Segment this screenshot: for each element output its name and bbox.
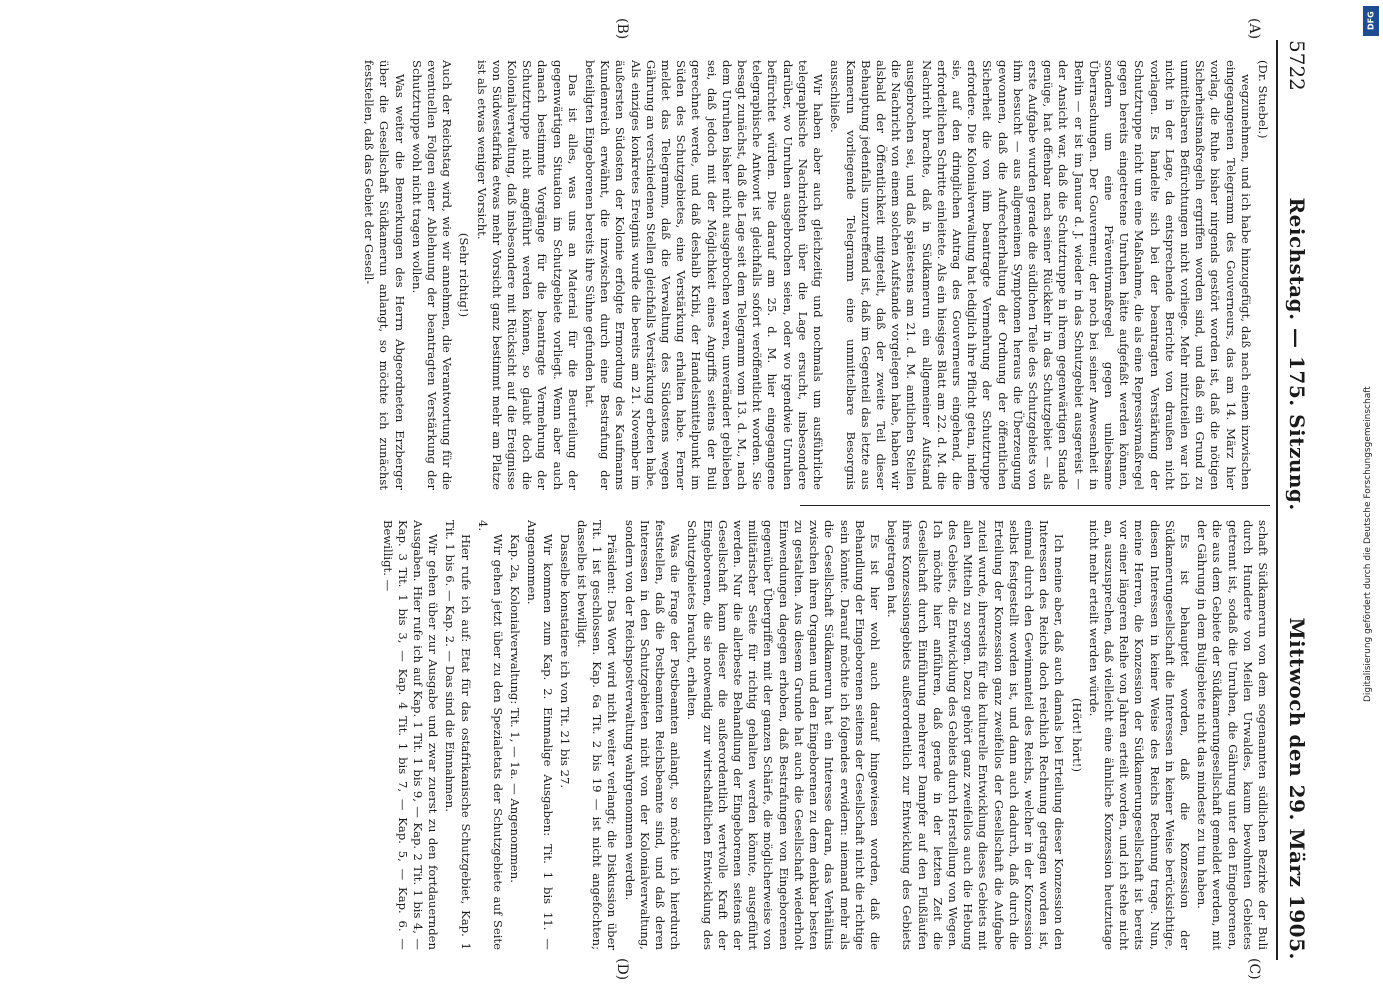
right-column-paragraph: Kap. 2a, Kolonialverwaltung: Tit. 1, — 1a. — Angenommen. [508, 534, 523, 883]
right-column-paragraph: Hier rufe ich auf: Etat für das ostafrikanische Schutzgebiet, Kap. 1 Tit. 1 bis 6. — Kap. 2. — Das sind die Einnahmen. [443, 520, 473, 950]
right-column-paragraph: Dasselbe konstatiere ich von Tit. 21 bis 27. [557, 534, 572, 789]
left-column-paragraph: wegzunehmen, und ich habe hinzugefügt, daß nach einem inzwischen eingegangenen Telegramm des Gouverneurs, das am 14. März hier vorlag, die Ruhe bisher nirgends gestört worden ist, daß die nötigen Sicherheitsmaßregeln ergriffen worden sind, und daß ein Grund zu unmittelbaren Befürchtungen nicht vorliege. Mehr mitzuteilen war ich nicht in der Lage, da entsprechende Berichte von draußen nicht vorlagen. Es handelte sich bei der beantragten Verstärkung der Schutztruppe nicht um eine Maßnahme, die als eine Repressivmaßregel gegen bereits eingetretene Unruhen hätte aufgefaßt werden können, sondern um eine Präventivmaßregel gegen unliebsame Überraschungen. Der Gouverneur, der noch bei seiner Anwesenheit in Berlin — er ist im Januar d. J. wieder in das Schutzgebiet ausgereist — der Ansicht war, daß die Schutztruppe in ihrem gegenwärtigen Stande genüge, hat offenbar nach seiner Rückkehr in das Schutzgebiet — als erste Aufgabe wurden gerade die südlichen Teile des Schutzgebiets von ihm besucht — aus allgemeinen Symptomen heraus die Überzeugung gewonnen, daß die Aufrechterhaltung der Ordnung der öffentlichen Sicherheit die von ihm beantragte Vermehrung der Schutztruppe erfordere. Die Kolonialverwaltung hat lediglich ihre Pflicht getan, indem sie, auf den dringlichen Antrag des Gouverneurs eingehend, die erforderlichen Schritte einleitete. Als ein hiesiges Blatt am 22. d. M. die Nachricht brachte, daß in Südkamerun ein allgemeiner Aufstand ausgebrochen sei, und daß spätestens am 21. d. M. amtlichen Stellen die Nachricht von einem solchen Aufstande vorgelegen habe, haben wir alsbald der Öffentlichkeit mitgeteilt, daß der zweite Teil dieser Behauptung jedenfalls unzutreffend ist, daß im Gegenteil das letzte aus Kamerun vorliegende Telegramm eine unmittelbare Besorgnis ausschließe. [828, 60, 1253, 490]
margin-marker-d: (D) [614, 958, 630, 981]
left-column-paragraph: Das ist alles, was uns an Material für die Beurteilung der gegenwärtigen Situation im Schutzgebiete vorliegt. Wenn aber auch danach bestimmte Vorgänge für die beantragte Vermehrung der Schutztruppe nicht angeführt werden können, so glaubt doch die Kolonialverwaltung, daß insbesondere mit Rücksicht auf die Ereignisse von Südwestafrika etwas mehr Vorsicht ganz bestimmt mehr am Platze ist als etwas weniger Vorsicht. [474, 60, 580, 490]
margin-marker-a: (A) [1246, 18, 1262, 40]
right-column-paragraph: Es ist behauptet worden, daß die Konzession der Südkamerungesellschaft die Interessen in keiner Weise berücksichtige, diesen Interessen in keiner Weise des Reichs Rechnung trage. Nun, meine Herren, die Konzession der Südkamerungesellschaft ist bereits vor einer längeren Reihe von Jahren erteilt worden, und ich stehe nicht an, auszusprechen, daß vielleicht eine ähnliche Konzession heutzutage nicht mehr erteilt werden würde. [1086, 520, 1192, 950]
left-text-column [20, 60, 1270, 490]
header-rule [1276, 40, 1278, 960]
right-column-paragraph: (Hört! hört!) [1069, 698, 1084, 772]
right-column-paragraph: Präsident: Das Wort wird nicht weiter verlangt; die Diskussion über Tit. 1 ist geschlossen. Kap. 6a Tit. 2 bis 19 — ist nicht angefochten; dasselbe ist bewilligt. [575, 520, 620, 950]
right-column-paragraph: Wir gehen über zur Ausgabe und zwar zuerst zu den fortdauernden Ausgaben. Hier rufe ich auf Kap. 1 Tit. 1 bis 9, — Kap. 2 Tit. 1 bis 4, — Kap. 3 Tit. 1 bis 3, — Kap. 4 Tit. 1 bis 7, — Kap. 5, — Kap. 6. — Bewilligt. — [380, 520, 441, 950]
left-column-paragraph: Wir haben aber auch gleichzeitig und nochmals um ausführliche telegraphische Nachrichten über die Lage ersucht, insbesondere darüber, wo Unruhen ausgebrochen seien, oder wo irgendwie Unruhen befürchtet würden. Die darauf am 25. d. M. hier eingegangene telegraphische Antwort ist gleichfalls sofort veröffentlicht worden. Sie besagt zunächst, daß die Lage seit dem Telegramm vom 13. d. M., nach dem Unruhen bisher nicht ausgebrochen waren, unverändert geblieben sei, daß jedoch mit der Möglichkeit eines Angriffs seitens der Buli gerechnet werde, und daß deshalb Kribi, der Handelsmittelpunkt im Süden des Schutzgebietes, eine Verstärkung erhalten habe. Ferner meldet das Telegramm, daß die Verwaltung des Südostens wegen Gährung an verschiedenen Stellen gleichfalls Verstärkung erbeten habe. Als einziges konkretes Ereignis wurde die bereits am 21. November im äußersten Südosten der Kolonie erfolgte Ermordung des Kaufmanns Kundenreich erwähnt, die inzwischen durch eine Bestrafung der beteiligten Eingeborenen bereits ihre Sühne gefunden hat. [583, 60, 826, 490]
left-column-paragraph: (Dr. Stuebel.) [1256, 60, 1270, 139]
left-column-paragraph: Was weiter die Bemerkungen des Herrn Abgeordneten Erzberger über die Gesellschaft Südkamerun anlangt, so möchte ich zunächst feststellen, daß das Gebiet der Gesell- [362, 60, 407, 490]
margin-marker-b: (B) [614, 18, 630, 40]
right-text-column [20, 520, 1270, 950]
right-column-paragraph: schaft Südkamerun von dem sogenannten südlichen Bezirke der Buli durch Hunderte von Meilen Urwaldes, kaum bewohnten Gebietes getrennt ist, sodaß die Unruhen, die Gährung unter den Eingeborenen, die aus dem Gebiete der Südkamerungesellschaft gemeldet werden, mit der Gährung in dem Buligebiete nicht das mindeste zu tun haben. [1195, 520, 1270, 950]
digitization-sidebar [1359, 0, 1383, 1000]
right-column-paragraph: Ich meine aber, daß auch damals bei Erteilung dieser Konzession den Interessen des Reichs doch reichlich Rechnung getragen worden ist, einmal durch den Gewinnanteil des Reichs, welcher in der Konzession selbst festgestellt worden ist, und dann auch dadurch, daß durch die Erteilung der Konzession ganz zweifellos der Gesellschaft die Aufgabe zuteil wurde, ihrerseits für die kulturelle Entwicklung dieses Gebiets mit allen Mitteln zu sorgen. Dazu gehört ganz zweifellos auch die Hebung des Gebiets, die Entwicklung des Gebiets durch Herstellung von Wegen. Ich möchte hier anführen, daß gerade in der letzten Zeit die Gesellschaft durch Einführung mehrerer Dampfer auf den Flußläufen ihres Konzessionsgebiets außerordentlich zur Entwicklung des Gebiets beigetragen hat. [885, 520, 1067, 950]
right-column-paragraph: Wir kommen zum Kap. 2. Einmalige Ausgaben: Tit. 1 bis 11. — Angenommen. [525, 520, 555, 950]
session-date: Mittwoch den 29. März 1905. [1285, 617, 1309, 960]
right-column-paragraph: Es ist hier wohl auch darauf hingewiesen worden, daß die Behandlung der Eingeborenen seitens der Gesellschaft nicht die richtige sein könnte. Darauf möchte ich folgendes erwidern: niemand mehr als die Gesellschaft Südkamerun hat ein Interesse daran, das Verhältnis zwischen ihren Organen und den Eingeborenen zu dem denkbar besten zu gestalten. Aus diesem Grunde hat auch die Gesellschaft wiederholt Einwendungen dagegen erhoben, daß Bestrafungen von Eingeborenen gegenüber Übergriffen mit der ganzen Schärfe, die möglicherweise von militärischer Seite für richtig gehalten werden könnte, ausgeführt werden. Nur die allerbeste Behandlung der Eingeborenen seitens der Gesellschaft kann dieser die außerordentlich wertvolle Kraft der Eingeborenen, die sie notwendig zur wirtschaftlichen Entwicklung des Schutzgebietes braucht, erhalten. [685, 520, 882, 950]
right-column-paragraph: Wir gehen jetzt über zu den Spezialetats der Schutzgebiete auf Seite 4. [475, 520, 506, 950]
page-header [1282, 40, 1312, 960]
page-number: 5722 [1285, 40, 1309, 91]
margin-marker-c: (C) [1246, 958, 1262, 980]
funding-credit: Digitalisierung gefördert durch die Deutsche Forschungsgemeinschaft [1363, 386, 1373, 702]
left-column-paragraph: Auch der Reichstag wird, wie wir annehmen, die Verantwortung für die eventuellen Folgen einer Ablehnung der beantragten Verstärkung der Schutztruppe wohl nicht tragen wollen. [409, 60, 455, 490]
page-title: Reichstag. — 175. Sitzung. [1285, 197, 1309, 511]
left-column-paragraph: (Sehr richtig!) [457, 232, 472, 318]
right-column-paragraph: Was die Frage der Postbeamten anlangt, so möchte ich hierdurch feststellen, daß die Postbeamten Reichsbeamte sind, und daß deren Interessen in den Schutzgebieten nicht von der Kolonialverwaltung, sondern von der Reichspostverwaltung wahrgenommen werden. [622, 520, 683, 950]
column-divider [800, 505, 1270, 506]
dfg-logo: DFG [1363, 6, 1379, 36]
